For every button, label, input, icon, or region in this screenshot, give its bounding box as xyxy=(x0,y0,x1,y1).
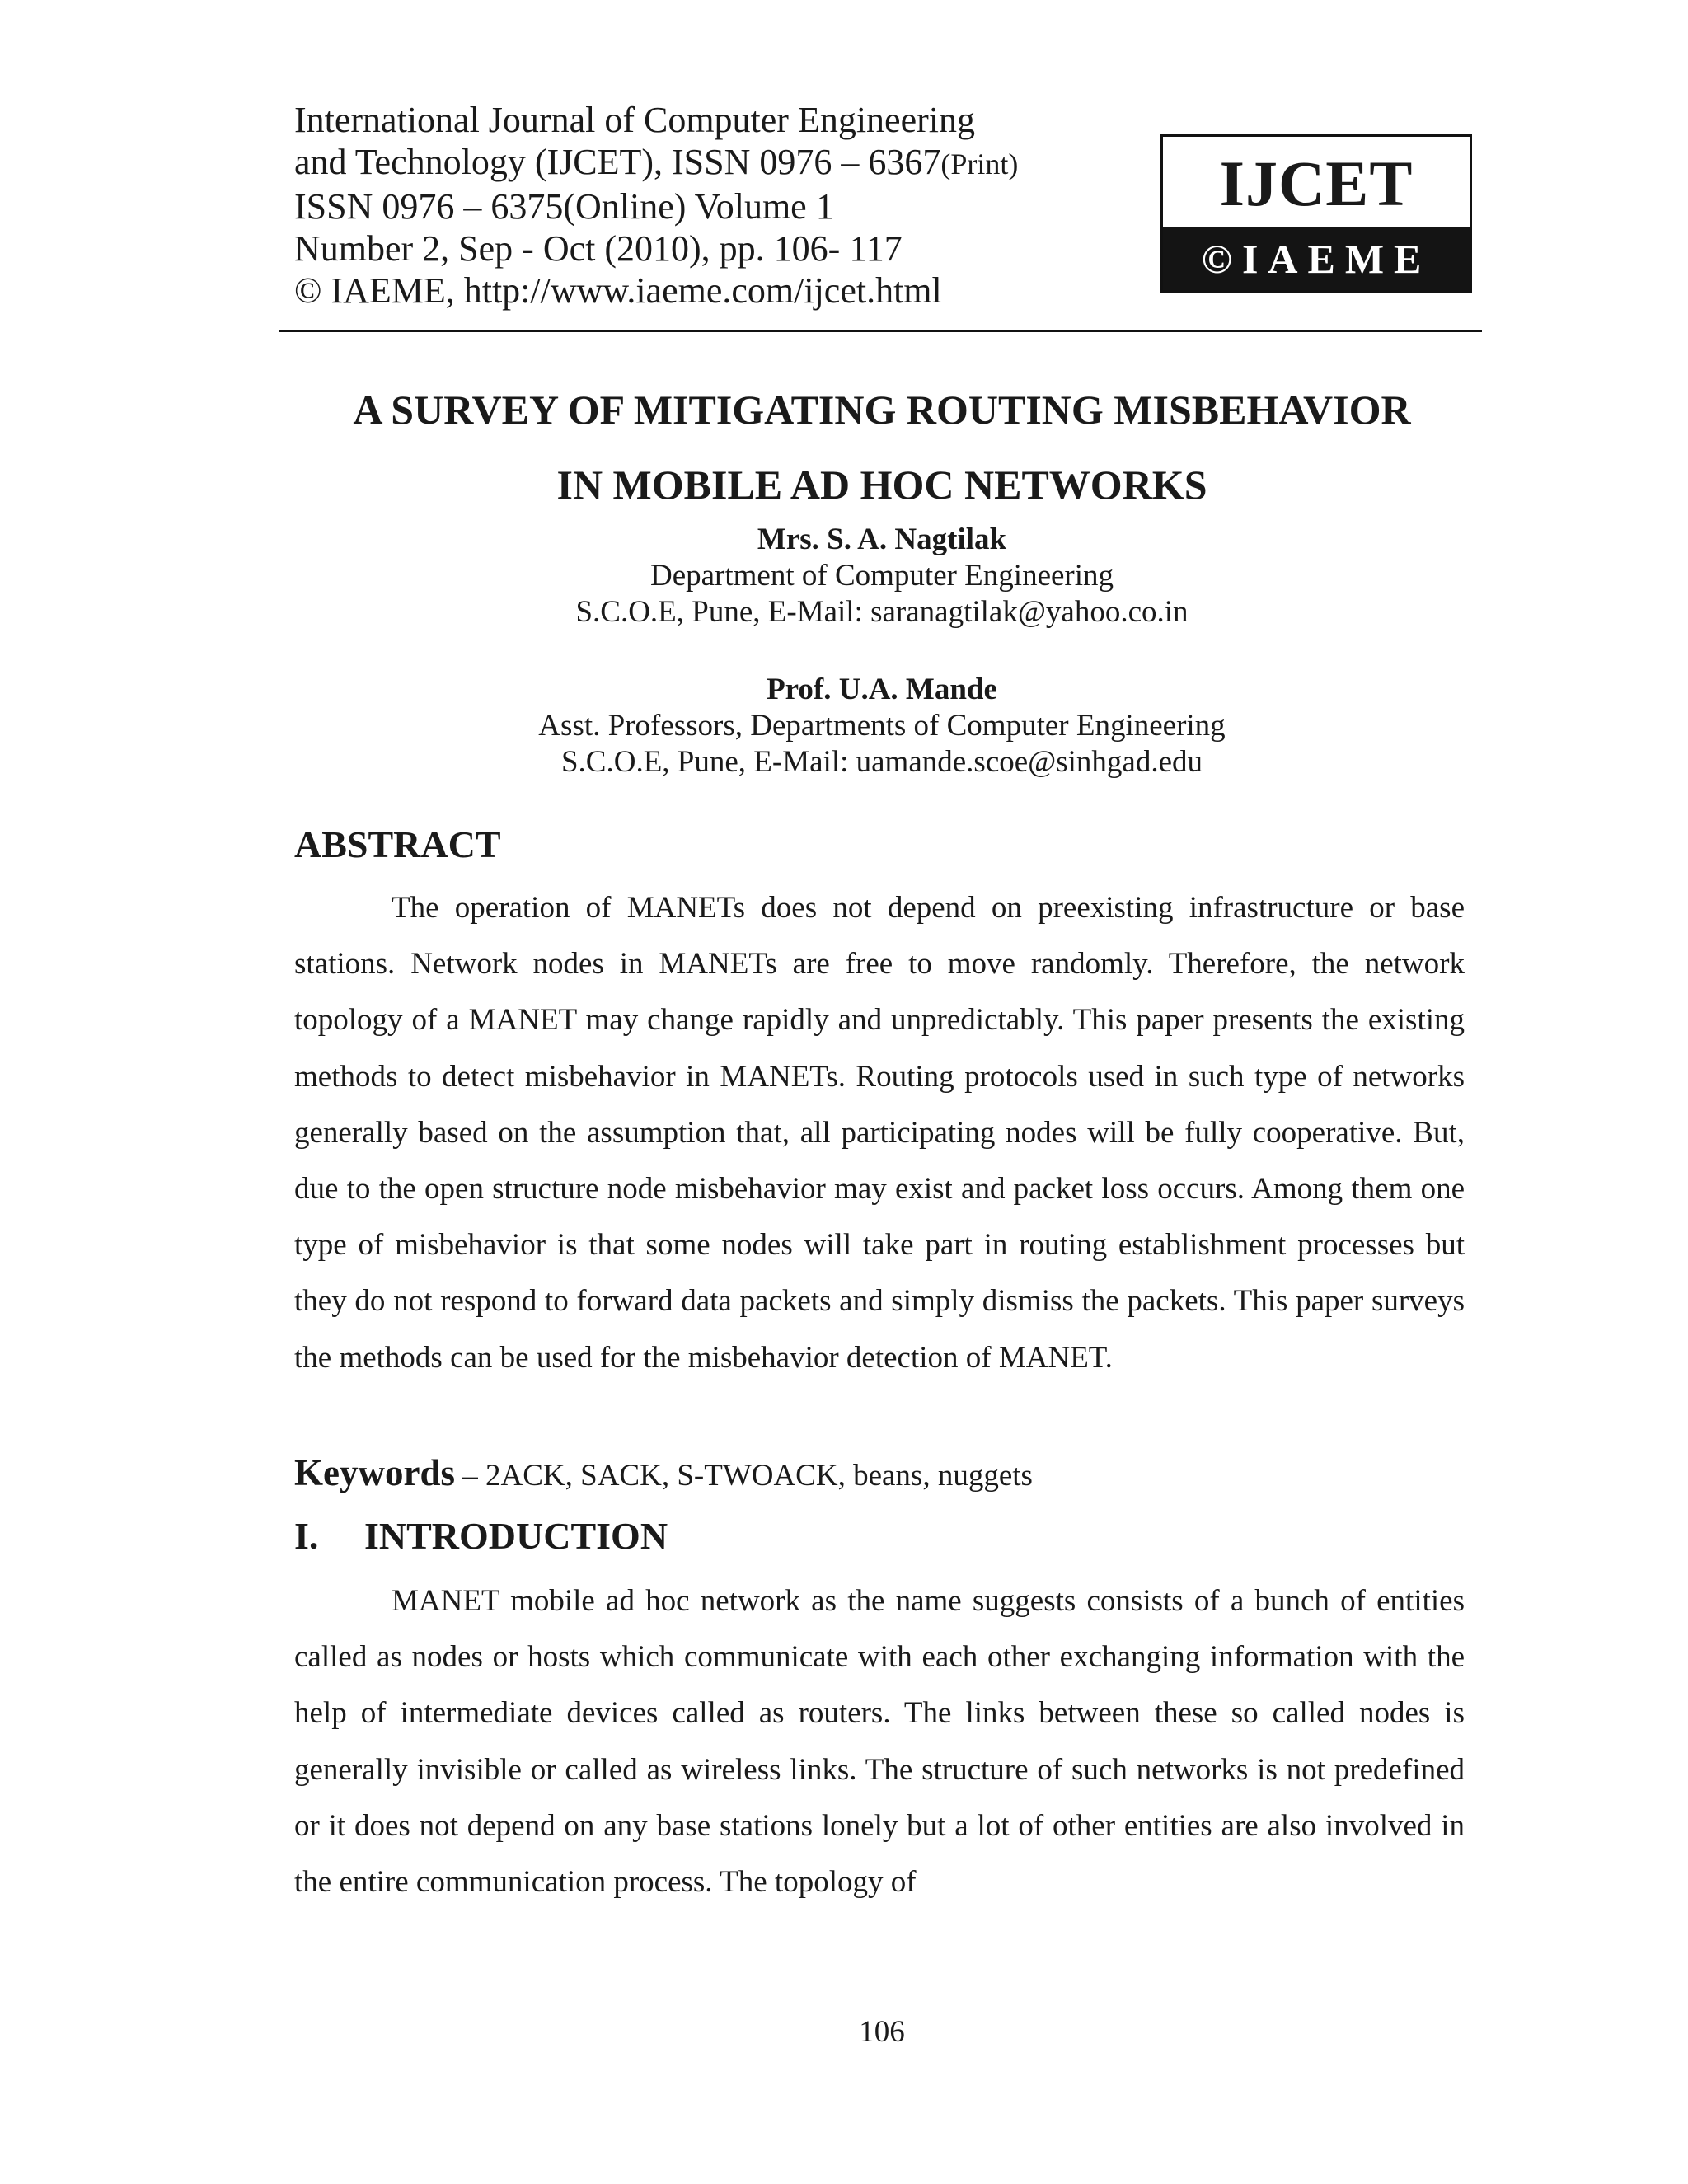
author-contact: S.C.O.E, Pune, E-Mail: uamande.scoe@sinhgad.edu xyxy=(560,745,1203,779)
journal-line-2-text: and Technology (IJCET), ISSN 0976 – 6367 xyxy=(294,142,941,182)
section-number: I. xyxy=(294,1515,319,1557)
journal-info xyxy=(294,99,1118,312)
print-suffix: (Print) xyxy=(940,148,1019,180)
introduction-heading xyxy=(294,1513,668,1559)
keywords-label: Keywords xyxy=(294,1452,455,1493)
paper-title xyxy=(247,373,1517,523)
section-title: INTRODUCTION xyxy=(364,1515,668,1557)
keywords-values: – 2ACK, SACK, S-TWOACK, beans, nuggets xyxy=(455,1459,1033,1493)
introduction-text: MANET mobile ad hoc network as the name suggests consists of a bunch of entities called as nodes or hosts which communicate with each other exchanging information with the help of intermediate devices called as routers. The links between these so called nodes is generally invisible or called as wireless links. The structure of such networks is not predefined or it does not depend on any base stations lonely but a lot of other entities are also involved in the entire communication process. The topology of xyxy=(294,1584,1465,1900)
title-line-2: IN MOBILE AD HOC NETWORKS xyxy=(556,462,1207,508)
journal-line-5: © IAEME, http://www.iaeme.com/ijcet.html xyxy=(294,270,942,311)
author-block-2 xyxy=(247,672,1517,780)
journal-line-3: ISSN 0976 – 6375(Online) Volume 1 xyxy=(294,186,834,227)
author-department: Department of Computer Engineering xyxy=(649,559,1114,593)
journal-line-1: International Journal of Computer Engineering xyxy=(294,100,975,140)
author-department: Asst. Professors, Departments of Computer Engineering xyxy=(538,709,1226,743)
logo-publisher: ©IAEME xyxy=(1163,227,1470,290)
page-number: 106 xyxy=(859,2015,905,2049)
abstract-text: The operation of MANETs does not depend on preexisting infrastructure or base stations. Network nodes in MANETs are free to move randomly. Therefore, the network topology of a MANET may change rapidly and unpredictably. This paper presents the existing methods to detect misbehavior in MANETs. Routing protocols used in such type of networks generally based on the assumption that, all participating nodes will be fully cooperative. But, due to the open structure node misbehavior may exist and packet loss occurs. Among them one type of misbehavior is that some nodes will take part in routing establishment processes but they do not respond to forward data packets and simply dismiss the packets. This paper surveys the methods can be used for the misbehavior detection of MANET. xyxy=(294,891,1465,1375)
author-block-1 xyxy=(247,522,1517,630)
author-contact: S.C.O.E, Pune, E-Mail: saranagtilak@yahoo.co.in xyxy=(575,595,1189,629)
keywords xyxy=(294,1450,1033,1499)
journal-line-2 xyxy=(294,141,1118,185)
abstract-heading: ABSTRACT xyxy=(294,823,501,865)
author-name: Mrs. S. A. Nagtilak xyxy=(757,523,1007,556)
header-divider xyxy=(279,330,1482,332)
ijcet-logo xyxy=(1160,134,1472,293)
title-line-1: A SURVEY OF MITIGATING ROUTING MISBEHAVIOR xyxy=(353,387,1411,433)
author-name: Prof. U.A. Mande xyxy=(767,673,997,706)
logo-title: IJCET xyxy=(1219,147,1414,219)
journal-line-4: Number 2, Sep - Oct (2010), pp. 106- 117 xyxy=(294,228,903,269)
